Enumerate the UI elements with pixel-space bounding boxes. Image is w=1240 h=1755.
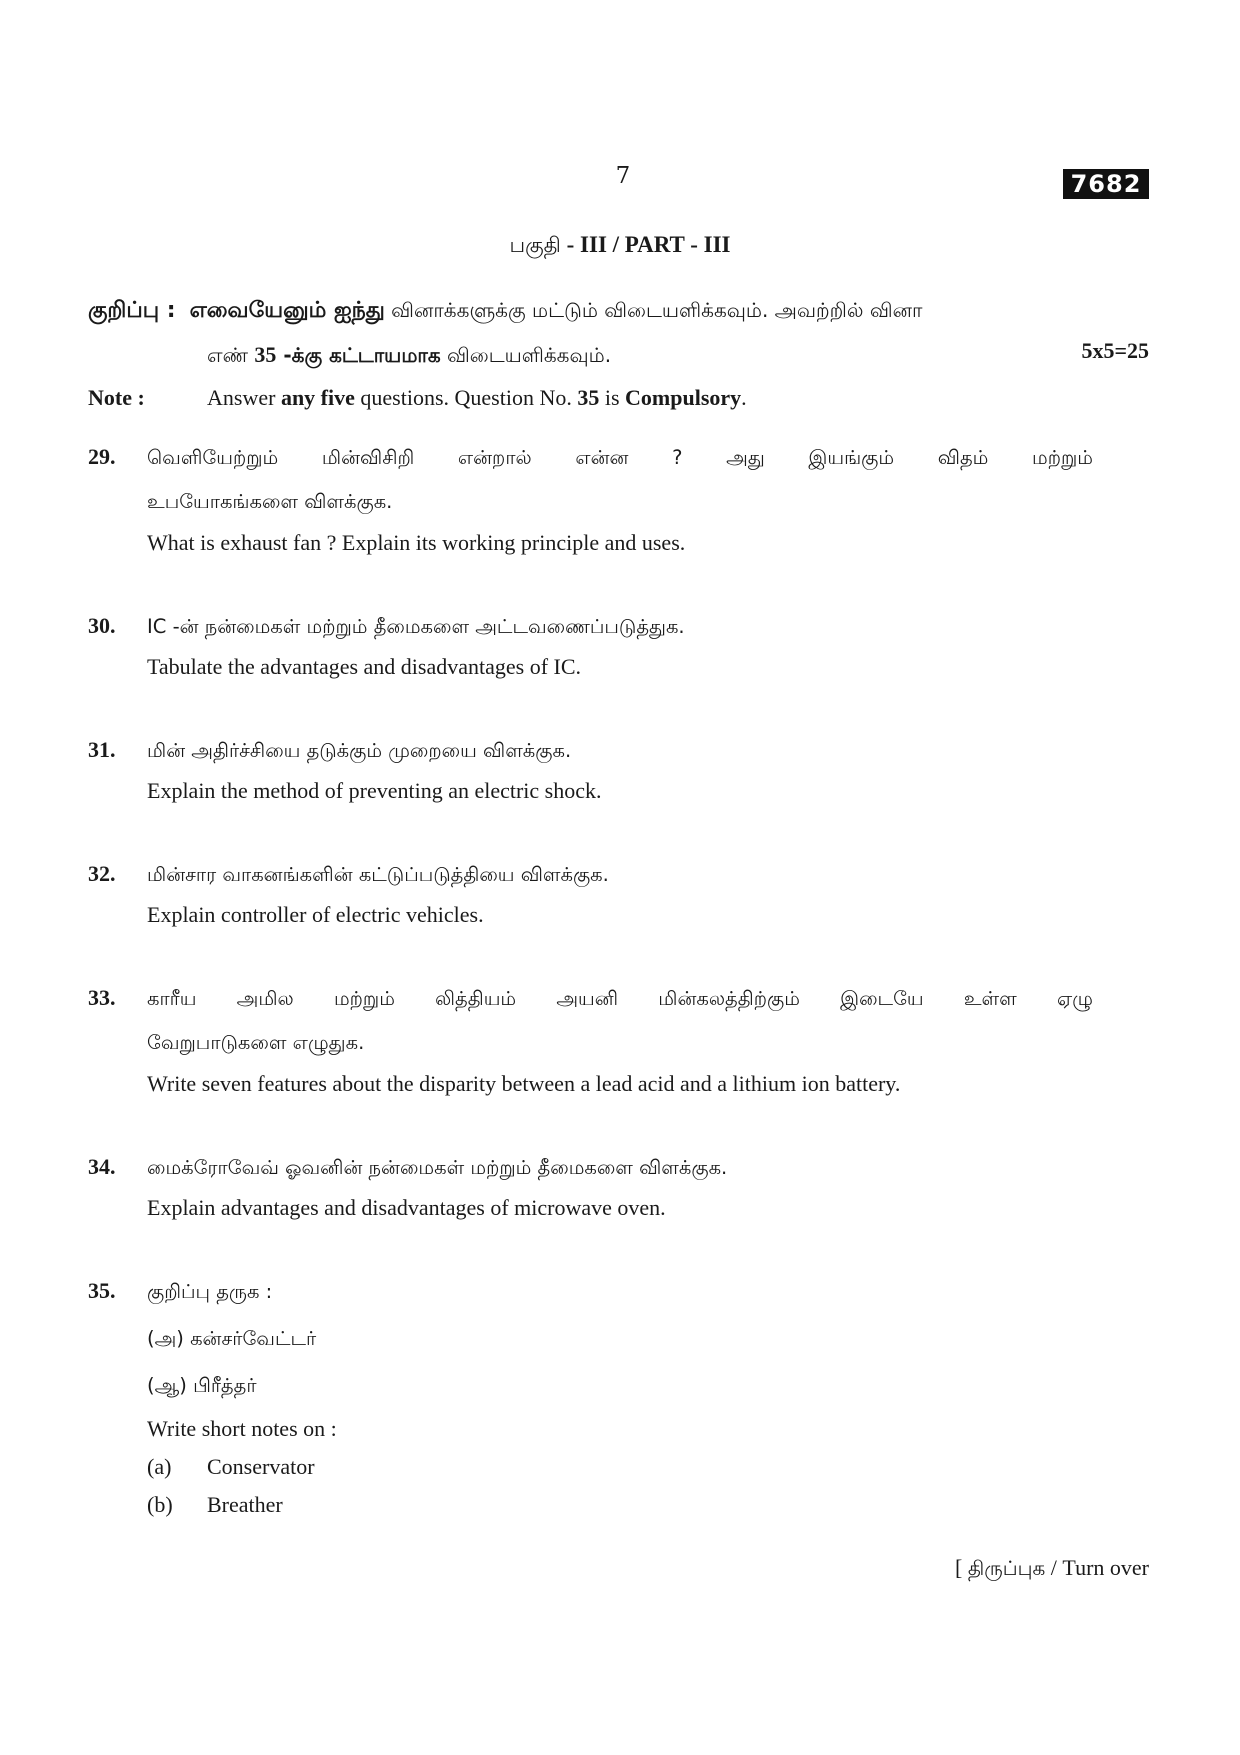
question-tamil-line1: குறிப்பு தருக :: [147, 1280, 273, 1303]
note-en-d: .: [741, 385, 747, 410]
question-tamil-line2: வேறுபாடுகளை எழுதுக.: [147, 1031, 365, 1054]
question-number: 31.: [88, 737, 116, 762]
turn-over-english: / Turn over: [1045, 1555, 1149, 1580]
sub-item-text: Breather: [207, 1492, 283, 1517]
question-number: 29.: [88, 444, 116, 469]
turn-over-label: [955, 1555, 1149, 1583]
note-english-label: Note :: [88, 385, 145, 410]
part-title-english: - III / PART - III: [560, 232, 731, 257]
question-english: Write short notes on :: [147, 1416, 337, 1441]
sub-item-label: (a): [147, 1454, 172, 1479]
sub-item-text: Conservator: [207, 1454, 315, 1479]
question-english: Tabulate the advantages and disadvantages of IC.: [147, 654, 582, 679]
note-tamil-line2: [207, 342, 611, 370]
marks-label: 5x5=25: [1081, 338, 1149, 363]
note-en-a: Answer: [207, 385, 281, 410]
question-english: Explain controller of electric vehicles.: [147, 902, 484, 927]
question-english: Explain advantages and disadvantages of microwave oven.: [147, 1195, 666, 1220]
question-number: 35.: [88, 1278, 116, 1303]
note-english-text: [207, 385, 747, 411]
note-tamil-label: குறிப்பு :: [88, 298, 176, 323]
page-number: 7: [615, 163, 631, 189]
note-tamil-bold: எவையேனும் ஐந்து: [189, 298, 385, 323]
note-en-b: questions. Question No.: [354, 385, 578, 410]
note-tamil-text: வினாக்களுக்கு மட்டும் விடையளிக்கவும். அவற்றில் வினா: [384, 298, 923, 322]
question-english: What is exhaust fan ? Explain its working principle and uses.: [147, 530, 686, 555]
note-tamil-line2-a: எண்: [207, 343, 255, 367]
note-en-any-five: any five: [280, 385, 355, 410]
part-title-tamil: பகுதி: [509, 233, 561, 257]
note-tamil-line2-rest: விடையளிக்கவும்.: [440, 343, 612, 367]
question-tamil-line2: உபயோகங்களை விளக்குக.: [147, 490, 393, 513]
question-number: 33.: [88, 985, 116, 1010]
question-tamil-sub-a: (அ) கன்சர்வேட்டர்: [147, 1327, 317, 1350]
question-tamil-sub-b: (ஆ) பிரீத்தர்: [147, 1374, 257, 1397]
note-tamil-line1: [88, 298, 922, 326]
question-tamil-line1: மைக்ரோவேவ் ஓவனின் நன்மைகள் மற்றும் தீமைகளை விளக்குக.: [147, 1156, 728, 1179]
note-tamil-qnum: 35: [254, 342, 277, 367]
question-number: 30.: [88, 613, 116, 638]
sub-item-label: (b): [147, 1492, 173, 1517]
question-english: Explain the method of preventing an electric shock.: [147, 778, 602, 803]
question-english: Write seven features about the disparity between a lead acid and a lithium ion battery.: [147, 1071, 901, 1096]
question-tamil-line1: மின்சார வாகனங்களின் கட்டுப்படுத்தியை விளக்குக.: [147, 863, 609, 886]
question-number: 34.: [88, 1154, 116, 1179]
note-en-qnum: 35: [577, 385, 600, 410]
question-number: 32.: [88, 861, 116, 886]
question-tamil-line1: வெளியேற்றும் மின்விசிறி என்றால் என்ன ? அது இயங்கும் விதம் மற்றும்: [147, 446, 1093, 469]
note-en-c: is: [599, 385, 626, 410]
note-tamil-compulsory: -க்கு கட்டாயமாக: [276, 343, 441, 367]
turn-over-bracket: [: [954, 1555, 968, 1580]
question-tamil-line1: காரீய அமில மற்றும் லித்தியம் அயனி மின்கலத்திற்கும் இடையே உள்ள ஏழு: [147, 987, 1093, 1010]
paper-code-badge: 7682: [1063, 169, 1149, 199]
turn-over-tamil: திருப்புக: [967, 1556, 1046, 1580]
question-tamil-line1: மின் அதிர்ச்சியை தடுக்கும் முறையை விளக்குக.: [147, 739, 572, 762]
note-en-compulsory: Compulsory: [625, 385, 742, 410]
question-tamil-line1: IC -ன் நன்மைகள் மற்றும் தீமைகளை அட்டவணைப்படுத்துக.: [147, 615, 685, 638]
part-title: [0, 232, 1240, 260]
